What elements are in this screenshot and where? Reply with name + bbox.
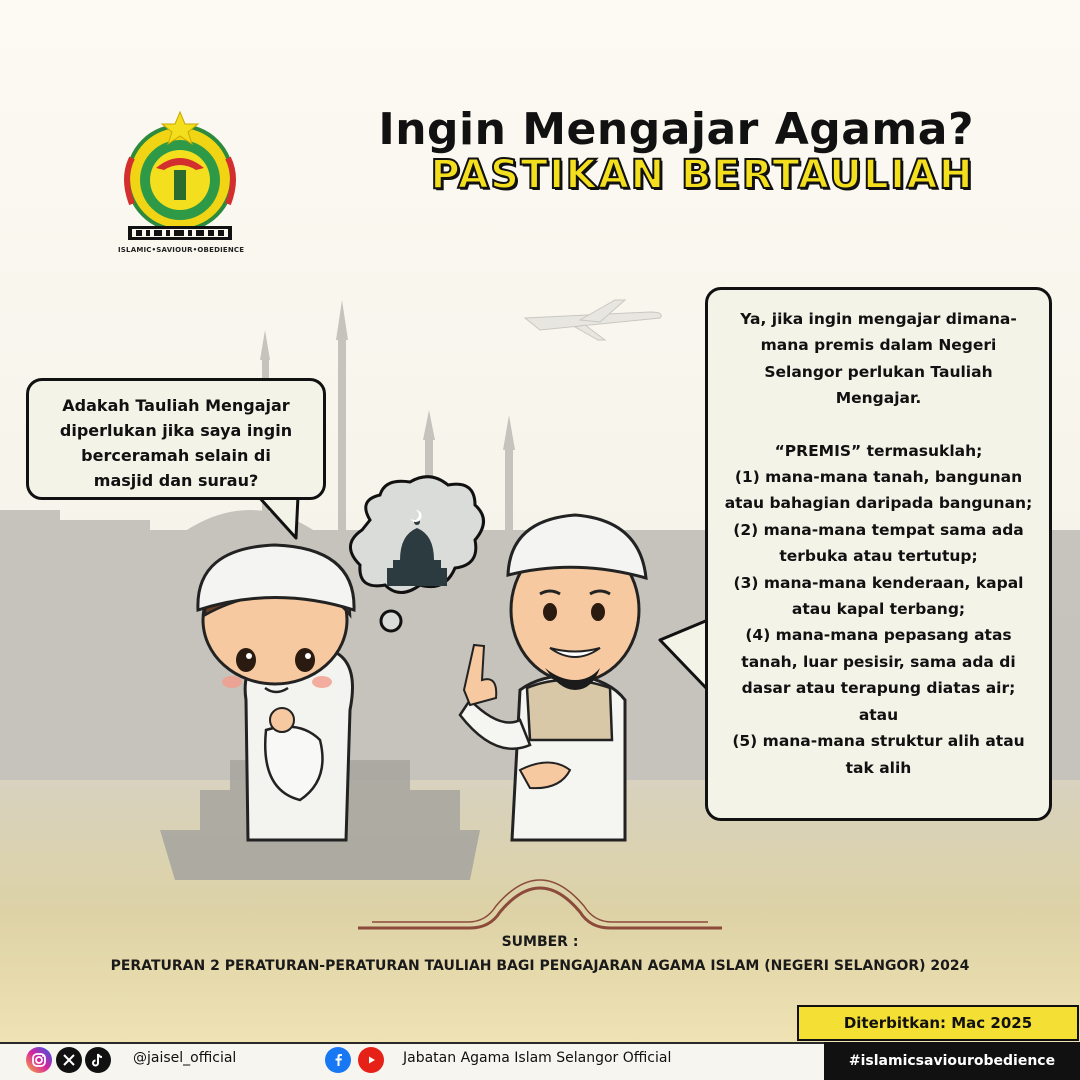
premis-item-3: (3) mana-mana kenderaan, kapal atau kapal terbang; <box>733 573 1024 619</box>
man-character <box>460 515 646 840</box>
premis-item-2: (2) mana-mana tempat sama ada terbuka atau tertutup; <box>733 520 1024 566</box>
hashtag-bar <box>824 1042 1080 1080</box>
hashtag-text: #islamicsaviourobedience <box>848 1053 1056 1069</box>
logo-tagline: ISLAMIC•SAVIOUR•OBEDIENCE <box>118 246 245 254</box>
thought-bubble <box>350 477 483 631</box>
premis-item-4: (4) mana-mana pepasang atas tanah, luar pesisir, sama ada di dasar atau terapung diatas air; atau <box>741 626 1016 724</box>
source-reference: PERATURAN 2 PERATURAN-PERATURAN TAULIAH BAGI PENGAJARAN AGAMA ISLAM (NEGERI SELANGOR) 2024 <box>110 958 970 974</box>
published-date-badge: Diterbitkan: Mac 2025 <box>797 1005 1079 1041</box>
organization-name[interactable]: Jabatan Agama Islam Selangor Official <box>403 1050 672 1066</box>
tiktok-icon[interactable] <box>85 1047 111 1073</box>
source-label: SUMBER : <box>501 934 579 950</box>
subheadline: PASTIKAN BERTAULIAH <box>430 152 974 198</box>
premis-item-5: (5) mana-mana struktur alih atau tak alih <box>732 732 1025 777</box>
answer-intro: Ya, jika ingin mengajar dimana-mana premis dalam Negeri Selangor perlukan Tauliah Mengajar. <box>740 310 1017 408</box>
headline: Ingin Mengajar Agama? <box>378 104 974 155</box>
x-icon[interactable] <box>56 1047 82 1073</box>
question-speech-bubble <box>26 378 326 500</box>
premis-item-1: (1) mana-mana tanah, bangunan atau bahagian daripada bangunan; <box>724 468 1033 513</box>
instagram-icon[interactable] <box>26 1047 52 1073</box>
question-text: Adakah Tauliah Mengajar diperlukan jika saya ingin berceramah selain di masjid dan surau? <box>59 396 293 490</box>
social-handle[interactable]: @jaisel_official <box>133 1050 237 1066</box>
premis-heading: “PREMIS” termasuklah; <box>774 441 983 460</box>
boy-character <box>198 545 354 840</box>
answer-speech-bubble <box>705 287 1052 821</box>
youtube-icon[interactable] <box>358 1047 384 1073</box>
facebook-icon[interactable] <box>325 1047 351 1073</box>
